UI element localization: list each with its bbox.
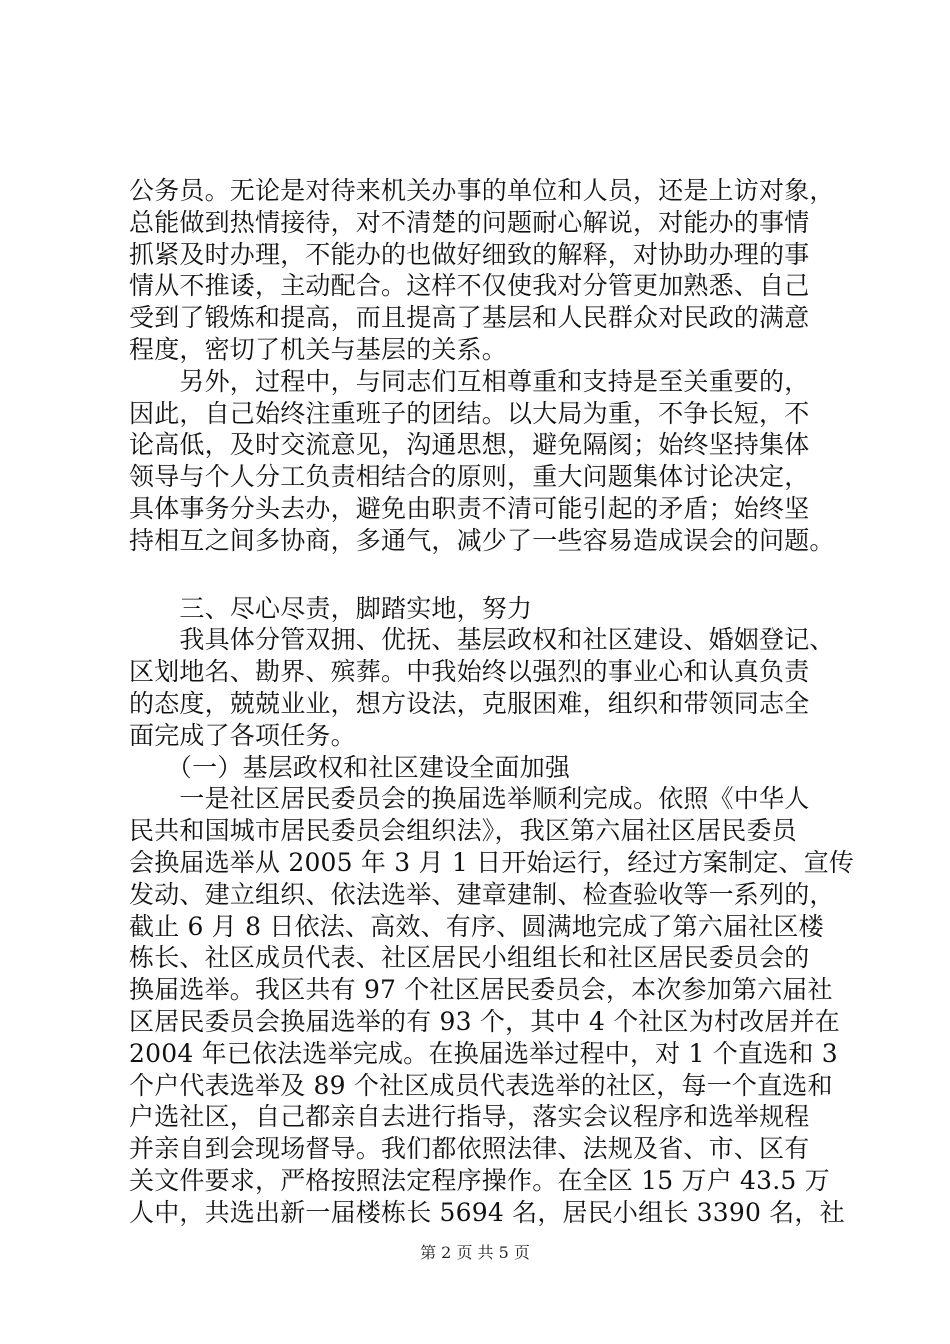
text-line: 的态度，兢兢业业，想方设法，克服困难，组织和带领同志全	[129, 688, 810, 718]
text-line: 具体事务分头去办，避免由职责不清可能引起的矛盾；始终坚	[129, 493, 810, 523]
text-line: 栋长、社区成员代表、社区居民小组组长和社区居民委员会的	[129, 943, 810, 973]
paragraph-block-2	[129, 593, 855, 1229]
text-line: 总能做到热情接待，对不清楚的问题耐心解说，对能办的事情	[129, 207, 810, 237]
paragraph-spacer	[129, 557, 829, 593]
text-line: 人中，共选出新一届楼栋长 5694 名，居民小组长 3390 名，社	[129, 1197, 845, 1227]
document-body	[129, 175, 855, 1229]
text-line: 2004 年已依法选举完成。在换届选举过程中，对 1 个直选和 3	[129, 1038, 838, 1068]
text-line: 公务员。无论是对待来机关办事的单位和人员，还是上访对象，	[129, 176, 835, 205]
text-line: 发动、建立组织、依法选举、建章建制、检查验收等一系列的，	[129, 879, 835, 909]
text-line: 持相互之间多协商，多通气，减少了一些容易造成误会的问题。	[129, 525, 835, 555]
text-line: 会换届选举从 2005 年 3 月 1 日开始运行，经过方案制定、宣传	[129, 847, 855, 877]
text-line: 关文件要求，严格按照法定程序操作。在全区 15 万户 43.5 万	[129, 1165, 830, 1195]
page-footer: 第 2 页 共 5 页	[420, 1243, 530, 1262]
text-line: 抓紧及时办理，不能办的也做好细致的解释，对协助办理的事	[129, 239, 810, 269]
text-line: 截止 6 月 8 日依法、高效、有序、圆满地完成了第六届社区楼	[129, 911, 824, 941]
text-line: 个户代表选举及 89 个社区成员代表选举的社区，每一个直选和	[129, 1070, 833, 1100]
text-line: 户选社区，自己都亲自去进行指导，落实会议程序和选举规程	[129, 1102, 810, 1132]
text-line: 区居民委员会换届选举的有 93 个，其中 4 个社区为村改居并在	[129, 1006, 840, 1036]
text-line: 换届选举。我区共有 97 个社区居民委员会，本次参加第六届社	[129, 975, 833, 1005]
text-line: 并亲自到会现场督导。我们都依照法律、法规及省、市、区有	[129, 1134, 810, 1164]
text-line: 情从不推诿，主动配合。这样不仅使我对分管更加熟悉、自己	[129, 271, 810, 301]
text-line: 因此，自己始终注重班子的团结。以大局为重，不争长短，不	[129, 398, 810, 428]
text-line: 一是社区居民委员会的换届选举顺利完成。依照《中华人	[129, 784, 810, 814]
text-line: 区划地名、勘界、殡葬。中我始终以强烈的事业心和认真负责	[129, 657, 810, 687]
text-line: 论高低，及时交流意见，沟通思想，避免隔阂；始终坚持集体	[129, 430, 810, 460]
text-line: 面完成了各项任务。	[129, 720, 356, 750]
subsection-heading: （一）基层政权和社区建设全面加强	[129, 752, 571, 782]
text-line: 另外，过程中，与同志们互相尊重和支持是至关重要的，	[129, 366, 810, 396]
text-line: 领导与个人分工负责相结合的原则，重大问题集体讨论决定，	[129, 462, 810, 492]
text-line: 民共和国城市居民委员会组织法》，我区第六届社区居民委员	[129, 816, 797, 846]
text-line: 程度，密切了机关与基层的关系。	[129, 334, 508, 364]
section-heading: 三、尽心尽责，脚踏实地，努力	[129, 593, 533, 623]
text-line: 受到了锻炼和提高，而且提高了基层和人民群众对民政的满意	[129, 303, 810, 333]
text-line: 我具体分管双拥、优抚、基层政权和社区建设、婚姻登记、	[129, 625, 835, 655]
paragraph-block-1	[129, 175, 835, 557]
